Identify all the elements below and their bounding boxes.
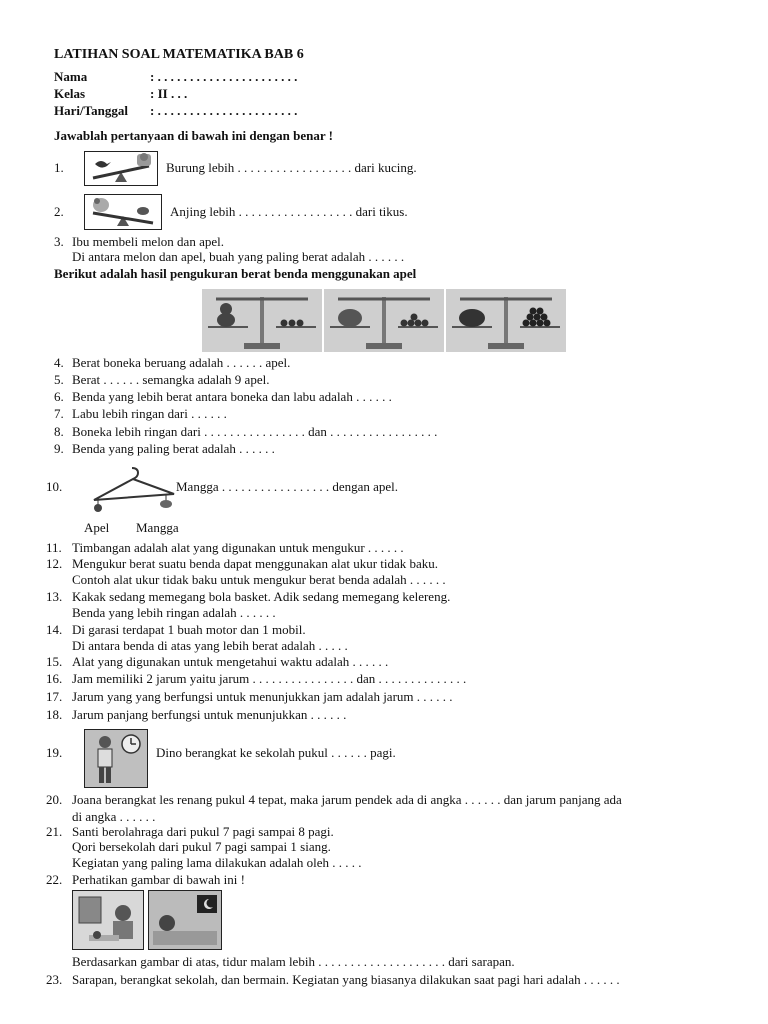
question-text: Burung lebih . . . . . . . . . . . . . . . . . . dari kucing. bbox=[166, 160, 417, 175]
question-text: Ibu membeli melon dan apel. bbox=[72, 234, 224, 249]
breakfast-image bbox=[72, 890, 144, 950]
boy-clock-image bbox=[84, 729, 148, 788]
question-number: 11. bbox=[46, 540, 62, 555]
question-text: Jarum panjang berfungsi untuk menunjukkan . . . . . . bbox=[72, 707, 347, 722]
dog-mouse-seesaw-image bbox=[84, 194, 162, 230]
question-number: 21. bbox=[46, 824, 63, 839]
question-number: 7. bbox=[54, 406, 64, 421]
question-number: 1. bbox=[54, 160, 64, 175]
question-number: 12. bbox=[46, 556, 63, 571]
question-number: 9. bbox=[54, 441, 64, 456]
section-heading: Berikut adalah hasil pengukuran berat benda menggunakan apel bbox=[54, 266, 417, 281]
field-label-tanggal: Hari/Tanggal bbox=[54, 103, 128, 118]
question-text: Mengukur berat suatu benda dapat menggunakan alat ukur tidak baku. bbox=[72, 556, 439, 571]
question-text: Benda yang lebih berat antara boneka dan labu adalah . . . . . . bbox=[72, 389, 392, 404]
question-text: Qori bersekolah dari pukul 7 pagi sampai 1 siang. bbox=[72, 839, 331, 854]
question-text: Santi berolahraga dari pukul 7 pagi sampai 8 pagi. bbox=[72, 824, 334, 839]
question-text: Di antara melon dan apel, buah yang paling berat adalah . . . . . . bbox=[72, 249, 405, 264]
question-number: 5. bbox=[54, 372, 64, 387]
scale-pumpkin-image bbox=[324, 289, 444, 352]
question-text: Benda yang lebih ringan adalah . . . . . . bbox=[72, 605, 276, 620]
question-number: 10. bbox=[46, 479, 63, 494]
question-text: Joana berangkat les renang pukul 4 tepat, maka jarum pendek ada di angka . . . . . . dan jarum panjang ada bbox=[72, 792, 622, 807]
sleeping-image bbox=[148, 890, 222, 950]
question-text: Jarum yang yang berfungsi untuk menunjukkan jam adalah jarum . . . . . . bbox=[72, 689, 453, 704]
question-text: Berat . . . . . . semangka adalah 9 apel. bbox=[72, 372, 270, 387]
hanger-label-right: Mangga bbox=[136, 520, 179, 535]
hanger-label-left: Apel bbox=[84, 520, 110, 535]
question-text: di angka . . . . . . bbox=[72, 809, 156, 824]
question-number: 6. bbox=[54, 389, 64, 404]
question-text: Di garasi terdapat 1 buah motor dan 1 mobil. bbox=[72, 622, 306, 637]
bird-cat-seesaw-image bbox=[84, 151, 158, 186]
scale-bear-image bbox=[202, 289, 322, 352]
question-text: Berat boneka beruang adalah . . . . . . apel. bbox=[72, 355, 291, 370]
question-text: Dino berangkat ke sekolah pukul . . . . . . pagi. bbox=[156, 745, 396, 760]
question-text: Timbangan adalah alat yang digunakan untuk mengukur . . . . . . bbox=[72, 540, 404, 555]
field-value-kelas: : II . . . bbox=[150, 86, 188, 101]
question-number: 4. bbox=[54, 355, 64, 370]
question-text: Di antara benda di atas yang lebih berat adalah . . . . . bbox=[72, 638, 348, 653]
question-text: Contoh alat ukur tidak baku untuk mengukur berat benda adalah . . . . . . bbox=[72, 572, 446, 587]
question-text: Sarapan, berangkat sekolah, dan bermain. Kegiatan yang biasanya dilakukan saat pagi hari adalah . . . . . . bbox=[72, 972, 620, 987]
question-number: 17. bbox=[46, 689, 63, 704]
question-number: 15. bbox=[46, 654, 63, 669]
question-text: Kegiatan yang paling lama dilakukan adalah oleh . . . . . bbox=[72, 855, 362, 870]
question-number: 20. bbox=[46, 792, 63, 807]
question-text: Mangga . . . . . . . . . . . . . . . . . dengan apel. bbox=[176, 479, 399, 494]
question-number: 16. bbox=[46, 671, 63, 686]
question-number: 19. bbox=[46, 745, 63, 760]
question-number: 23. bbox=[46, 972, 63, 987]
question-text: Jam memiliki 2 jarum yaitu jarum . . . . . . . . . . . . . . . . dan . . . . . . . . . . . . . . bbox=[72, 671, 467, 686]
scale-watermelon-image bbox=[446, 289, 566, 352]
question-text: Kakak sedang memegang bola basket. Adik sedang memegang kelereng. bbox=[72, 589, 451, 604]
question-text: Berdasarkan gambar di atas, tidur malam lebih . . . . . . . . . . . . . . . . . . . . dari sarapan. bbox=[72, 954, 515, 969]
instruction: Jawablah pertanyaan di bawah ini dengan benar ! bbox=[54, 128, 333, 143]
field-label-nama: Nama bbox=[54, 69, 88, 84]
question-number: 18. bbox=[46, 707, 63, 722]
question-number: 2. bbox=[54, 204, 64, 219]
field-value-nama: : . . . . . . . . . . . . . . . . . . . . . . bbox=[150, 69, 298, 84]
question-text: Alat yang digunakan untuk mengetahui waktu adalah . . . . . . bbox=[72, 654, 389, 669]
page-title: LATIHAN SOAL MATEMATIKA BAB 6 bbox=[54, 47, 304, 62]
question-number: 3. bbox=[54, 234, 64, 249]
field-value-tanggal: : . . . . . . . . . . . . . . . . . . . . . . bbox=[150, 103, 298, 118]
question-number: 8. bbox=[54, 424, 64, 439]
question-number: 13. bbox=[46, 589, 63, 604]
field-label-kelas: Kelas bbox=[54, 86, 86, 101]
question-number: 22. bbox=[46, 872, 63, 887]
question-text: Benda yang paling berat adalah . . . . . . bbox=[72, 441, 275, 456]
question-text: Perhatikan gambar di bawah ini ! bbox=[72, 872, 245, 887]
question-text: Anjing lebih . . . . . . . . . . . . . . . . . . dari tikus. bbox=[170, 204, 408, 219]
question-number: 14. bbox=[46, 622, 63, 637]
question-text: Boneka lebih ringan dari . . . . . . . . . . . . . . . . dan . . . . . . . . . . . . . . . . . bbox=[72, 424, 438, 439]
question-text: Labu lebih ringan dari . . . . . . bbox=[72, 406, 227, 421]
hanger-balance-image bbox=[84, 466, 184, 512]
